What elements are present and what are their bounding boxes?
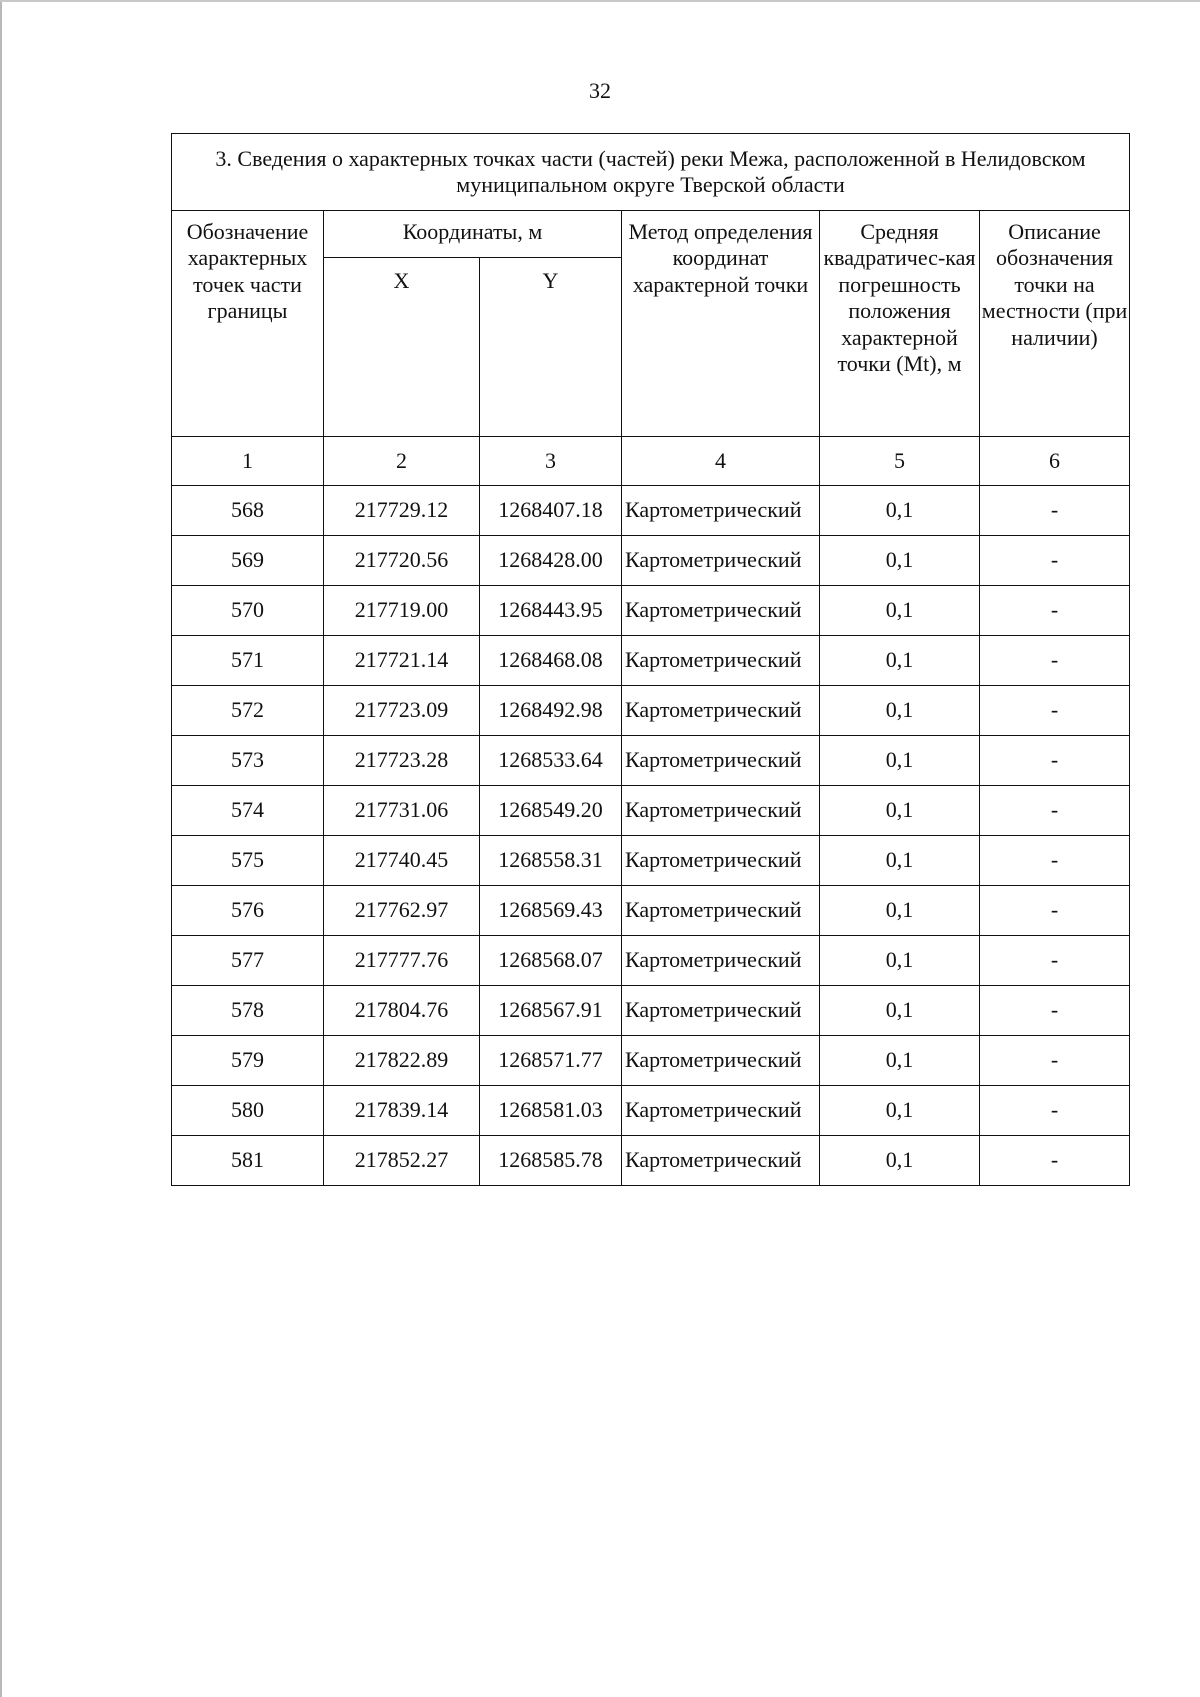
cell-error: 0,1 [820,486,980,536]
cell-error: 0,1 [820,936,980,986]
cell-method: Картометрический [622,486,820,536]
table-row [172,586,1130,636]
cell-y: 1268569.43 [480,886,622,936]
table-row [172,1086,1130,1136]
column-number-row [172,437,1130,486]
table-row [172,786,1130,836]
cell-y: 1268492.98 [480,686,622,736]
cell-description: - [980,1136,1130,1186]
cell-description: - [980,586,1130,636]
cell-y: 1268407.18 [480,486,622,536]
cell-y: 1268533.64 [480,736,622,786]
cell-error: 0,1 [820,1086,980,1136]
cell-method: Картометрический [622,1036,820,1086]
cell-point: 570 [172,586,324,636]
cell-point: 581 [172,1136,324,1186]
cell-point: 579 [172,1036,324,1086]
cell-x: 217721.14 [324,636,480,686]
cell-description: - [980,986,1130,1036]
cell-x: 217723.09 [324,686,480,736]
cell-y: 1268443.95 [480,586,622,636]
column-number: 5 [820,437,980,486]
cell-description: - [980,886,1130,936]
cell-y: 1268558.31 [480,836,622,886]
cell-error: 0,1 [820,686,980,736]
cell-method: Картометрический [622,986,820,1036]
cell-x: 217720.56 [324,536,480,586]
column-number: 2 [324,437,480,486]
header-coords: Координаты, м [324,211,622,258]
table-row [172,686,1130,736]
cell-y: 1268468.08 [480,636,622,686]
cell-error: 0,1 [820,536,980,586]
cell-y: 1268567.91 [480,986,622,1036]
cell-error: 0,1 [820,1036,980,1086]
cell-y: 1268549.20 [480,786,622,836]
cell-x: 217719.00 [324,586,480,636]
column-number: 4 [622,437,820,486]
cell-point: 580 [172,1086,324,1136]
cell-error: 0,1 [820,586,980,636]
cell-point: 573 [172,736,324,786]
cell-error: 0,1 [820,1136,980,1186]
table-row [172,936,1130,986]
cell-method: Картометрический [622,586,820,636]
table-body [172,486,1130,1186]
cell-error: 0,1 [820,986,980,1036]
cell-description: - [980,1086,1130,1136]
cell-x: 217762.97 [324,886,480,936]
cell-description: - [980,486,1130,536]
cell-description: - [980,636,1130,686]
table-row [172,536,1130,586]
column-number: 3 [480,437,622,486]
column-number: 1 [172,437,324,486]
cell-method: Картометрический [622,836,820,886]
cell-x: 217804.76 [324,986,480,1036]
cell-description: - [980,736,1130,786]
table-row [172,736,1130,786]
cell-description: - [980,936,1130,986]
cell-x: 217839.14 [324,1086,480,1136]
cell-x: 217723.28 [324,736,480,786]
cell-method: Картометрический [622,1136,820,1186]
header-y: Y [480,258,622,437]
header-x: X [324,258,480,437]
cell-method: Картометрический [622,536,820,586]
cell-error: 0,1 [820,836,980,886]
table-row [172,886,1130,936]
cell-description: - [980,836,1130,886]
cell-y: 1268428.00 [480,536,622,586]
cell-point: 574 [172,786,324,836]
cell-x: 217729.12 [324,486,480,536]
header-description: Описание обозначения точки на местности (при наличии) [980,211,1130,437]
page-number: 32 [589,78,611,103]
cell-method: Картометрический [622,736,820,786]
table-title: 3. Сведения о характерных точках части (частей) реки Межа, расположенной в Нелидовском муниципальном округе Тверской области [172,134,1130,211]
column-number: 6 [980,437,1130,486]
cell-point: 576 [172,886,324,936]
cell-description: - [980,786,1130,836]
cell-method: Картометрический [622,1086,820,1136]
cell-point: 571 [172,636,324,686]
table-row [172,636,1130,686]
cell-error: 0,1 [820,886,980,936]
cell-x: 217740.45 [324,836,480,886]
table-row [172,486,1130,536]
cell-point: 577 [172,936,324,986]
header-point: Обозначение характерных точек части границы [172,211,324,437]
cell-description: - [980,536,1130,586]
cell-y: 1268585.78 [480,1136,622,1186]
cell-x: 217822.89 [324,1036,480,1086]
cell-error: 0,1 [820,736,980,786]
table-row [172,986,1130,1036]
cell-point: 568 [172,486,324,536]
cell-method: Картометрический [622,886,820,936]
cell-method: Картометрический [622,786,820,836]
table-row [172,836,1130,886]
cell-method: Картометрический [622,936,820,986]
cell-error: 0,1 [820,786,980,836]
cell-method: Картометрический [622,686,820,736]
cell-y: 1268568.07 [480,936,622,986]
header-method: Метод определения координат характерной точки [622,211,820,437]
cell-x: 217731.06 [324,786,480,836]
cell-point: 578 [172,986,324,1036]
cell-x: 217852.27 [324,1136,480,1186]
scan-edge-left [0,0,2,1697]
table-row [172,1136,1130,1186]
cell-method: Картометрический [622,636,820,686]
cell-point: 569 [172,536,324,586]
cell-y: 1268571.77 [480,1036,622,1086]
cell-point: 572 [172,686,324,736]
cell-x: 217777.76 [324,936,480,986]
coordinates-table [171,133,1130,1186]
cell-description: - [980,686,1130,736]
cell-point: 575 [172,836,324,886]
table-row [172,1036,1130,1086]
header-error: Средняя квадратичес-кая погрешность положения характерной точки (Mt), м [820,211,980,437]
cell-y: 1268581.03 [480,1086,622,1136]
scan-edge-top [0,0,1200,2]
cell-error: 0,1 [820,636,980,686]
cell-description: - [980,1036,1130,1086]
